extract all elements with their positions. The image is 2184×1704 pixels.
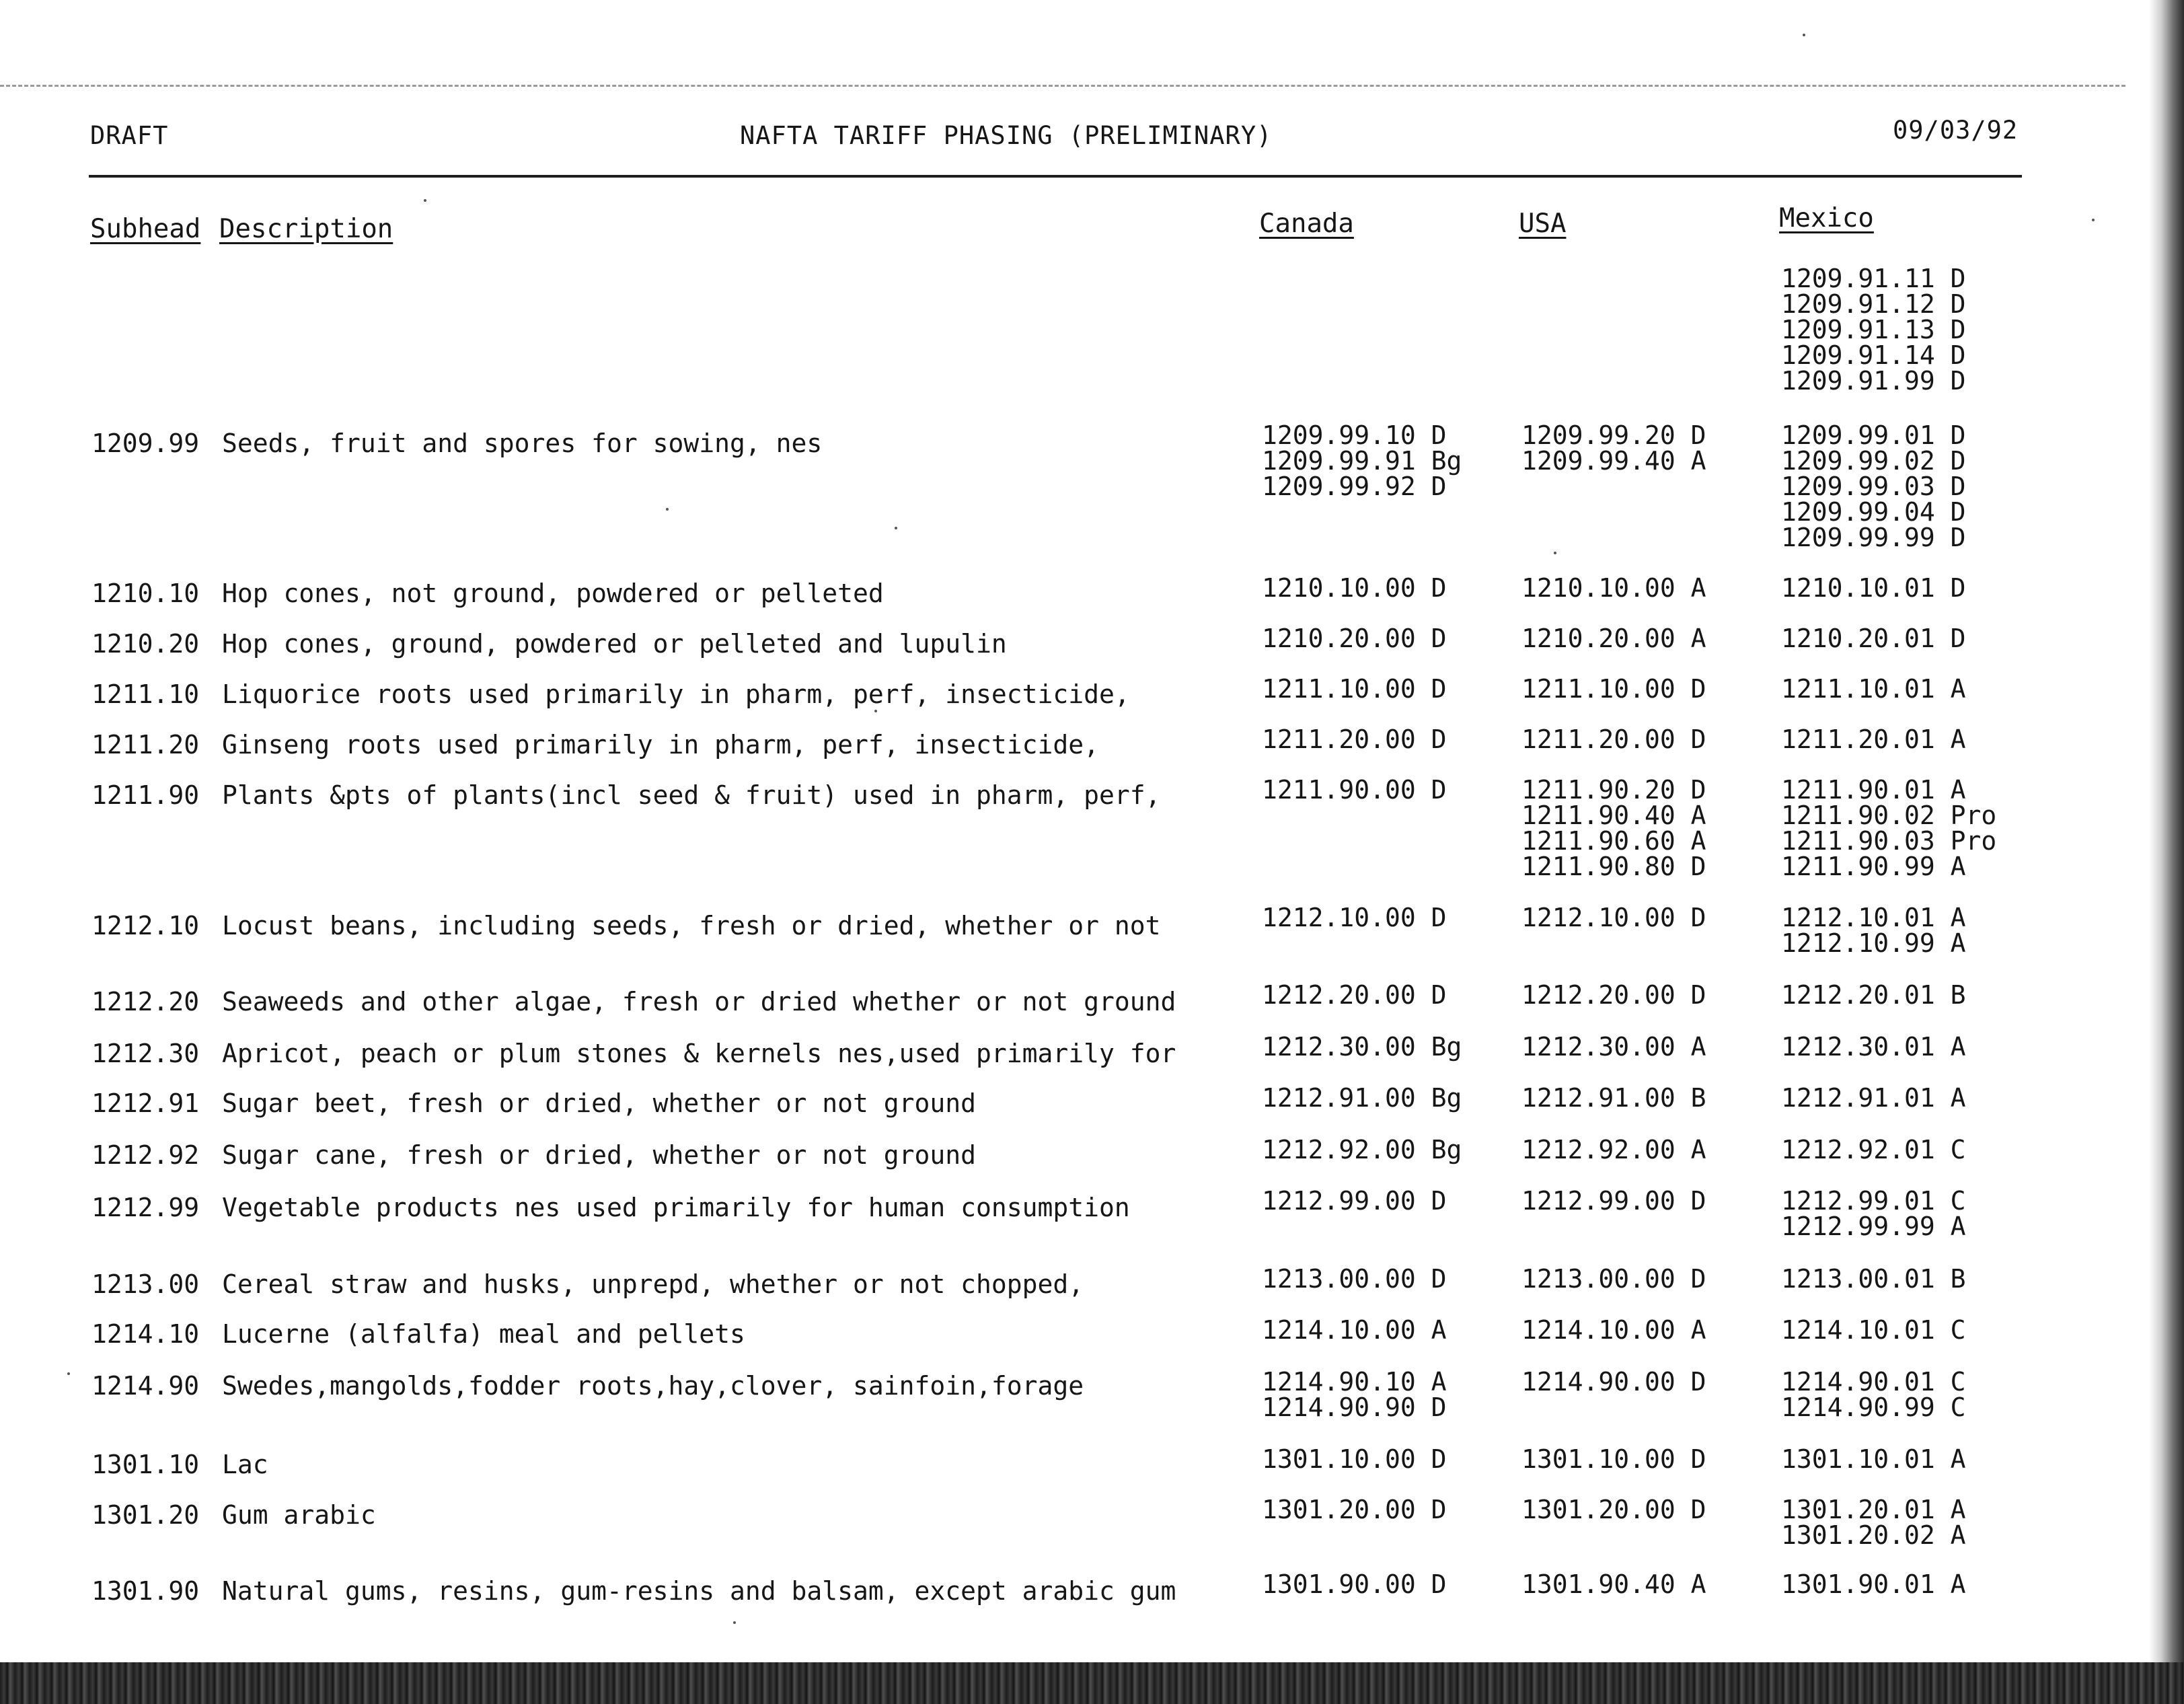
canada-tariff-code: 1209.99.91 Bg — [1262, 446, 1462, 476]
mexico-tariff-code: 1212.10.99 A — [1781, 928, 1966, 958]
mexico-tariff-code: 1211.10.01 A — [1781, 674, 1966, 704]
mexico-codes — [1781, 1085, 1966, 1111]
row-description: Locust beans, including seeds, fresh or dried, whether or not — [222, 911, 1161, 940]
row-subhead: 1211.20 — [91, 730, 200, 760]
row-description: Apricot, peach or plum stones & kernels nes,used primarily for — [222, 1039, 1176, 1068]
mexico-tariff-code: 1212.99.99 A — [1781, 1212, 1966, 1241]
scan-speck — [2092, 219, 2095, 221]
usa-tariff-code: 1211.90.20 D — [1521, 775, 1706, 805]
row-description: Liquorice roots used primarily in pharm, perf, insecticide, — [222, 679, 1130, 709]
column-header-canada: Canada — [1259, 209, 1354, 239]
mexico-tariff-code: 1301.20.01 A — [1781, 1495, 1966, 1524]
row-subhead: 1212.20 — [91, 987, 200, 1016]
canada-tariff-code: 1214.90.10 A — [1262, 1367, 1447, 1397]
mexico-codes — [1781, 982, 1966, 1008]
canada-tariff-code: 1210.10.00 D — [1262, 573, 1447, 603]
canada-tariff-code: 1212.91.00 Bg — [1262, 1083, 1462, 1113]
usa-tariff-code: 1211.90.80 D — [1521, 852, 1706, 881]
canada-codes — [1262, 727, 1447, 752]
mexico-codes — [1781, 575, 1966, 601]
usa-codes — [1521, 1188, 1706, 1214]
mexico-tariff-code: 1210.10.01 D — [1781, 573, 1966, 603]
canada-codes — [1262, 1369, 1447, 1420]
mexico-codes — [1781, 422, 1966, 550]
usa-tariff-code: 1210.20.00 A — [1521, 624, 1706, 653]
mexico-tariff-code: 1212.30.01 A — [1781, 1032, 1966, 1062]
usa-tariff-code: 1301.20.00 D — [1521, 1495, 1706, 1524]
usa-tariff-code: 1212.10.00 D — [1521, 903, 1706, 932]
usa-tariff-code: 1209.99.40 A — [1521, 446, 1706, 476]
mexico-tariff-code: 1209.91.13 D — [1781, 315, 1966, 344]
row-subhead: 1212.30 — [91, 1039, 200, 1068]
usa-tariff-code: 1301.10.00 D — [1521, 1444, 1706, 1474]
canada-tariff-code: 1210.20.00 D — [1262, 624, 1447, 653]
mexico-codes — [1781, 1317, 1966, 1343]
canada-tariff-code: 1212.10.00 D — [1262, 903, 1447, 932]
mexico-tariff-code: 1214.90.99 C — [1781, 1393, 1966, 1422]
mexico-tariff-code: 1212.99.01 C — [1781, 1186, 1966, 1216]
mexico-tariff-code: 1209.99.01 D — [1781, 420, 1966, 450]
canada-codes — [1262, 777, 1447, 803]
mexico-codes — [1781, 1571, 1966, 1597]
canada-tariff-code: 1209.99.92 D — [1262, 472, 1447, 501]
mexico-codes — [1781, 905, 1966, 956]
canada-tariff-code: 1214.90.90 D — [1262, 1393, 1447, 1422]
row-description: Ginseng roots used primarily in pharm, perf, insecticide, — [222, 730, 1100, 760]
canada-codes — [1262, 1571, 1447, 1597]
mexico-codes — [1781, 676, 1966, 702]
column-header-usa: USA — [1519, 209, 1567, 239]
usa-codes — [1521, 1317, 1706, 1343]
mexico-tariff-code: 1209.91.12 D — [1781, 289, 1966, 319]
usa-tariff-code: 1213.00.00 D — [1521, 1264, 1706, 1294]
row-description: Plants &pts of plants(incl seed & fruit) used in pharm, perf, — [222, 780, 1161, 810]
canada-codes — [1262, 982, 1447, 1008]
canada-codes — [1262, 1188, 1447, 1214]
usa-codes — [1521, 982, 1706, 1008]
canada-codes — [1262, 626, 1447, 651]
mexico-tariff-code: 1211.90.03 Pro — [1781, 826, 1997, 856]
mexico-tariff-code: 1209.99.02 D — [1781, 446, 1966, 476]
scan-bottom-edge — [0, 1662, 2184, 1704]
usa-tariff-code: 1211.10.00 D — [1521, 674, 1706, 704]
usa-codes — [1521, 1034, 1706, 1060]
scan-speck — [67, 1372, 70, 1375]
document-date: 09/03/92 — [1893, 116, 2019, 145]
usa-codes — [1521, 1369, 1706, 1395]
scan-top-edge — [0, 85, 2125, 87]
mexico-tariff-code: 1212.91.01 A — [1781, 1083, 1966, 1113]
canada-codes — [1262, 575, 1447, 601]
row-description: Seeds, fruit and spores for sowing, nes — [222, 429, 823, 458]
row-description: Cereal straw and husks, unprepd, whether or not chopped, — [222, 1269, 1084, 1299]
canada-codes — [1262, 1137, 1462, 1162]
canada-tariff-code: 1212.20.00 D — [1262, 980, 1447, 1010]
scan-right-edge — [2149, 0, 2184, 1704]
scan-speck — [1554, 552, 1556, 554]
row-description: Vegetable products nes used primarily for human consumption — [222, 1193, 1130, 1222]
scan-speck — [874, 710, 877, 712]
canada-tariff-code: 1211.20.00 D — [1262, 725, 1447, 754]
row-description: Gum arabic — [222, 1500, 376, 1530]
row-subhead: 1214.10 — [91, 1319, 200, 1349]
canada-codes — [1262, 1085, 1462, 1111]
mexico-codes — [1781, 1446, 1966, 1472]
mexico-tariff-code: 1212.92.01 C — [1781, 1135, 1966, 1164]
row-subhead: 1212.10 — [91, 911, 200, 940]
mexico-tariff-code: 1210.20.01 D — [1781, 624, 1966, 653]
mexico-tariff-code: 1209.99.04 D — [1781, 497, 1966, 527]
mexico-codes — [1781, 1266, 1966, 1292]
canada-tariff-code: 1212.99.00 D — [1262, 1186, 1447, 1216]
canada-tariff-code: 1301.10.00 D — [1262, 1444, 1447, 1474]
row-description: Hop cones, ground, powdered or pelleted and lupulin — [222, 629, 1007, 659]
mexico-tariff-code: 1213.00.01 B — [1781, 1264, 1966, 1294]
canada-codes — [1262, 905, 1447, 930]
row-subhead: 1213.00 — [91, 1269, 200, 1299]
mexico-tariff-code: 1301.10.01 A — [1781, 1444, 1966, 1474]
row-description: Swedes,mangolds,fodder roots,hay,clover, sainfoin,forage — [222, 1371, 1084, 1401]
mexico-codes — [1781, 1369, 1966, 1420]
mexico-tariff-code: 1209.99.99 D — [1781, 523, 1966, 552]
canada-tariff-code: 1212.30.00 Bg — [1262, 1032, 1462, 1062]
usa-tariff-code: 1211.90.60 A — [1521, 826, 1706, 856]
usa-tariff-code: 1210.10.00 A — [1521, 573, 1706, 603]
row-description: Seaweeds and other algae, fresh or dried whether or not ground — [222, 987, 1176, 1016]
row-subhead: 1301.90 — [91, 1576, 200, 1606]
row-subhead: 1210.20 — [91, 629, 200, 659]
row-subhead: 1212.91 — [91, 1088, 200, 1118]
row-description: Natural gums, resins, gum-resins and balsam, except arabic gum — [222, 1576, 1176, 1606]
usa-tariff-code: 1211.90.40 A — [1521, 801, 1706, 830]
canada-codes — [1262, 422, 1462, 499]
usa-tariff-code: 1212.92.00 A — [1521, 1135, 1706, 1164]
row-subhead: 1211.10 — [91, 679, 200, 709]
row-subhead: 1301.20 — [91, 1500, 200, 1530]
canada-tariff-code: 1301.90.00 D — [1262, 1569, 1447, 1599]
row-subhead: 1210.10 — [91, 579, 200, 608]
row-description: Sugar cane, fresh or dried, whether or not ground — [222, 1140, 977, 1170]
mexico-tariff-code: 1301.90.01 A — [1781, 1569, 1966, 1599]
canada-tariff-code: 1214.10.00 A — [1262, 1315, 1447, 1345]
column-header-mexico: Mexico — [1779, 203, 1874, 233]
canada-tariff-code: 1213.00.00 D — [1262, 1264, 1447, 1294]
mexico-tariff-code: 1211.90.02 Pro — [1781, 801, 1997, 830]
mexico-tariff-code: 1214.90.01 C — [1781, 1367, 1966, 1397]
usa-codes — [1521, 777, 1706, 879]
usa-tariff-code: 1301.90.40 A — [1521, 1569, 1706, 1599]
draft-label: DRAFT — [90, 121, 169, 150]
row-subhead: 1212.99 — [91, 1193, 200, 1222]
usa-codes — [1521, 626, 1706, 651]
canada-codes — [1262, 1034, 1462, 1060]
scan-speck — [666, 508, 669, 511]
canada-tariff-code: 1209.99.10 D — [1262, 420, 1447, 450]
mexico-tariff-code: 1212.20.01 B — [1781, 980, 1966, 1010]
canada-tariff-code: 1212.92.00 Bg — [1262, 1135, 1462, 1164]
mexico-codes — [1781, 1034, 1966, 1060]
row-subhead: 1301.10 — [91, 1450, 200, 1479]
canada-tariff-code: 1211.90.00 D — [1262, 775, 1447, 805]
mexico-codes — [1781, 1137, 1966, 1162]
usa-codes — [1521, 1571, 1706, 1597]
mexico-tariff-code: 1211.90.01 A — [1781, 775, 1966, 805]
usa-tariff-code: 1212.99.00 D — [1521, 1186, 1706, 1216]
mexico-tariff-code: 1212.10.01 A — [1781, 903, 1966, 932]
row-description: Hop cones, not ground, powdered or pelleted — [222, 579, 884, 608]
row-subhead: 1211.90 — [91, 780, 200, 810]
row-subhead: 1209.99 — [91, 429, 200, 458]
usa-tariff-code: 1214.10.00 A — [1521, 1315, 1706, 1345]
row-description: Sugar beet, fresh or dried, whether or not ground — [222, 1088, 977, 1118]
row-subhead: 1212.92 — [91, 1140, 200, 1170]
usa-codes — [1521, 1497, 1706, 1522]
usa-codes — [1521, 1446, 1706, 1472]
mexico-tariff-code: 1211.20.01 A — [1781, 725, 1966, 754]
page-title: NAFTA TARIFF PHASING (PRELIMINARY) — [740, 121, 1273, 150]
canada-codes — [1262, 1317, 1447, 1343]
mexico-codes — [1781, 777, 1996, 879]
canada-codes — [1262, 1497, 1447, 1522]
row-description: Lucerne (alfalfa) meal and pellets — [222, 1319, 745, 1349]
canada-tariff-code: 1301.20.00 D — [1262, 1495, 1447, 1524]
usa-tariff-code: 1212.20.00 D — [1521, 980, 1706, 1010]
usa-codes — [1521, 676, 1706, 702]
usa-tariff-code: 1209.99.20 D — [1521, 420, 1706, 450]
usa-tariff-code: 1211.20.00 D — [1521, 725, 1706, 754]
scan-speck — [895, 527, 897, 529]
mexico-tariff-code: 1211.90.99 A — [1781, 852, 1966, 881]
mexico-tariff-code: 1214.10.01 C — [1781, 1315, 1966, 1345]
usa-codes — [1521, 905, 1706, 930]
canada-codes — [1262, 1446, 1447, 1472]
row-subhead: 1214.90 — [91, 1371, 200, 1401]
usa-tariff-code: 1214.90.00 D — [1521, 1367, 1706, 1397]
mexico-tariff-code: 1209.91.99 D — [1781, 366, 1966, 396]
usa-tariff-code: 1212.30.00 A — [1521, 1032, 1706, 1062]
usa-codes — [1521, 422, 1706, 474]
usa-codes — [1521, 727, 1706, 752]
mexico-tariff-code: 1209.91.14 D — [1781, 340, 1966, 370]
mexico-tariff-code: 1209.91.11 D — [1781, 264, 1966, 293]
canada-codes — [1262, 1266, 1447, 1292]
mexico-codes — [1781, 1188, 1966, 1239]
usa-codes — [1521, 1137, 1706, 1162]
column-header-description: Description — [219, 214, 393, 244]
canada-tariff-code: 1211.10.00 D — [1262, 674, 1447, 704]
scan-speck — [424, 199, 426, 202]
mexico-tariff-code: 1209.99.03 D — [1781, 472, 1966, 501]
mexico-codes — [1781, 626, 1966, 651]
usa-codes — [1521, 1266, 1706, 1292]
canada-codes — [1262, 676, 1447, 702]
header-divider — [89, 175, 2022, 178]
usa-codes — [1521, 575, 1706, 601]
mexico-codes — [1781, 266, 1966, 394]
mexico-codes — [1781, 727, 1966, 752]
row-description: Lac — [222, 1450, 268, 1479]
usa-tariff-code: 1212.91.00 B — [1521, 1083, 1706, 1113]
column-header-subhead: Subhead — [90, 214, 201, 244]
mexico-tariff-code: 1301.20.02 A — [1781, 1520, 1966, 1550]
usa-codes — [1521, 1085, 1706, 1111]
mexico-codes — [1781, 1497, 1966, 1548]
scan-speck — [733, 1621, 736, 1624]
scan-speck — [1803, 34, 1805, 36]
